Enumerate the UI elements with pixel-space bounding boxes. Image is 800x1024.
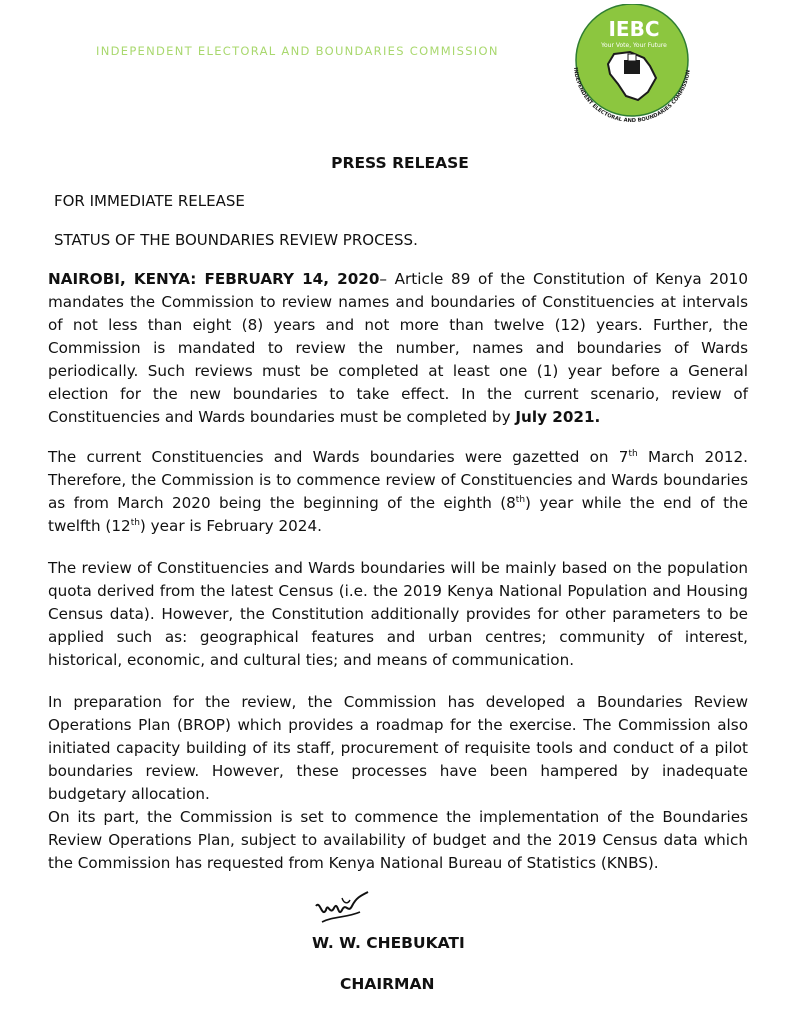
ballot-paper-icon [628,54,636,61]
logo-tagline: Your Vote, Your Future [601,42,667,49]
release-line: FOR IMMEDIATE RELEASE [54,192,245,210]
signature [312,888,378,930]
signatory-name: W. W. CHEBUKATI [312,934,465,952]
paragraph-4: In preparation for the review, the Commission has developed a Boundaries Review Operations Plan (BROP) which provides a roadmap for the exercise. The Commission also initiated capacity building of its staff, procurement of requisite tools and conduct of a pilot boundaries review. However, these processes have been hampered by inadequate budgetary allocation. [48,693,748,803]
logo-acronym: IEBC [608,17,660,41]
paragraph-1-text: – Article 89 of the Constitution of Kenya 2010 mandates the Commission to review names and boundaries of Constituencies at intervals of not less than eight (8) years and not more than twelve (12) years. Further, the Commission is mandated to review the number, names and boundaries of Wards periodically. Such reviews must be completed at least one (1) year before a General election for the new boundaries to take effect. In the current scenario, review of Constituencies and Wards boundaries must be completed by [48,270,748,426]
subject-heading: STATUS OF THE BOUNDARIES REVIEW PROCESS. [54,231,418,249]
ballot-box-icon [624,60,640,74]
paragraph-5: On its part, the Commission is set to commence the implementation of the Boundaries Review Operations Plan, subject to availability of budget and the 2019 Census data which the Commission has requested from Kenya National Bureau of Statistics (KNBS). [48,808,748,872]
dateline: NAIROBI, KENYA: FEBRUARY 14, 2020 [48,270,380,288]
signatory-position: CHAIRMAN [340,975,435,993]
org-header: INDEPENDENT ELECTORAL AND BOUNDARIES COMMISSION [96,44,499,58]
paragraph-3: The review of Constituencies and Wards boundaries will be mainly based on the population quota derived from the latest Census (i.e. the 2019 Kenya National Population and Housing Census data). However, the Constitution additionally provides for other parameters to be applied such as: geographical features and urban centres; community of interest, historical, economic, and cultural ties; and means of communication. [48,559,748,669]
logo-ring-text: INDEPENDENT ELECTORAL AND BOUNDARIES COMMISSION [572,67,692,125]
iebc-logo [552,4,704,138]
paragraph-1 [48,268,748,429]
deadline-date: July 2021. [515,408,601,426]
document-title: PRESS RELEASE [331,154,469,172]
paragraph-2: The current Constituencies and Wards boundaries were gazetted on 7th March 2012. Therefore, the Commission is to commence review of Constituencies and Wards boundaries as from March 2020 being the beginning of the eighth (8th) year while the end of the twelfth (12th) year is February 2024. [48,448,749,535]
